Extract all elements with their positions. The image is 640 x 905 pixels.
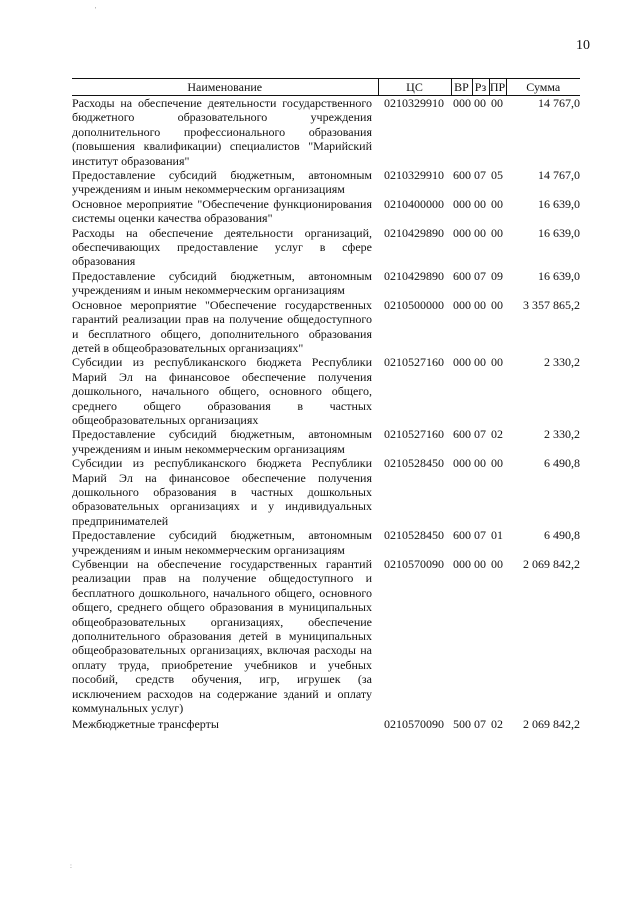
row-sum: 14 767,0: [538, 168, 580, 183]
row-cs: 0210527160: [384, 427, 444, 442]
table-row: [72, 355, 580, 427]
row-sum: 16 639,0: [538, 268, 580, 283]
table-row: [72, 715, 580, 731]
table-row: [72, 197, 580, 226]
page-number: 10: [576, 38, 590, 53]
scan-mark: ': [95, 6, 97, 14]
row-sum: 16 639,0: [538, 196, 580, 211]
row-name: Предоставление субсидий бюджетным, автономным учреждениям и иным некоммерческим организациям: [72, 427, 372, 456]
row-cs: 0210570090: [384, 717, 444, 732]
row-rz: 00: [474, 297, 486, 312]
row-sum: 16 639,0: [538, 225, 580, 240]
row-cs: 0210429890: [384, 225, 444, 240]
row-rz: 00: [474, 355, 486, 370]
row-vr: 500: [453, 717, 471, 732]
row-cs: 0210329910: [384, 168, 444, 183]
row-sum: 2 069 842,2: [523, 717, 580, 732]
header-rz: Рз: [472, 79, 489, 96]
row-vr: 000: [453, 355, 471, 370]
row-cs: 0210329910: [384, 96, 444, 110]
table-row: [72, 168, 580, 197]
row-rz: 00: [474, 456, 486, 471]
header-name: Наименование: [72, 79, 378, 96]
row-cs: 0210528450: [384, 528, 444, 543]
header-sum: Сумма: [506, 79, 580, 96]
row-pr: 05: [491, 168, 503, 183]
row-vr: 000: [453, 297, 471, 312]
row-rz: 07: [474, 268, 486, 283]
row-name: Субсидии из республиканского бюджета Республики Марий Эл на финансовое обеспечение получения дошкольного, начального общего, основного общего, среднего общего образования в частных общеобразовательных организациях: [72, 355, 372, 427]
row-name: Расходы на обеспечение деятельности организаций, обеспечивающих предоставление услуг в сфере образования: [72, 225, 372, 269]
row-name: Межбюджетные трансферты: [72, 717, 219, 732]
table-row: [72, 96, 580, 169]
row-vr: 600: [453, 268, 471, 283]
table-row: [72, 456, 580, 528]
row-cs: 0210527160: [384, 355, 444, 370]
table-row: [72, 269, 580, 298]
header-cs: ЦС: [378, 79, 451, 96]
row-rz: 07: [474, 427, 486, 442]
row-pr: 00: [491, 557, 503, 571]
header-pr: ПР: [489, 80, 506, 95]
row-pr: 00: [491, 297, 503, 312]
row-cs: 0210500000: [384, 297, 444, 312]
row-sum: 6 490,8: [544, 528, 580, 543]
table-row: [72, 528, 580, 557]
row-vr: 600: [453, 528, 471, 543]
row-pr: 09: [491, 268, 503, 283]
row-rz: 00: [474, 225, 486, 240]
row-sum: 2 330,2: [544, 355, 580, 370]
row-sum: 2 330,2: [544, 427, 580, 442]
row-name: Предоставление субсидий бюджетным, автономным учреждениям и иным некоммерческим организациям: [72, 168, 372, 197]
scan-mark: :: [70, 862, 72, 870]
budget-table: [72, 78, 580, 732]
row-pr: 02: [491, 427, 503, 442]
row-name: Предоставление субсидий бюджетным, автономным учреждениям и иным некоммерческим организациям: [72, 528, 372, 557]
row-name: Основное мероприятие "Обеспечение государственных гарантий реализации прав на получение общедоступного и бесплатного общего, дополнительного образования детей в общеобразовательных организациях": [72, 297, 372, 355]
row-rz: 07: [474, 168, 486, 183]
row-vr: 000: [453, 196, 471, 211]
row-vr: 000: [453, 96, 471, 110]
table-row: [72, 298, 580, 356]
row-name: Субвенции на обеспечение государственных гарантий реализации прав на получение общедоступного и бесплатного дошкольного, начального общего, основного общего, среднего общего образования в муниципальных общеобразовательных организациях, обеспечение дополнительного образования детей в муниципальных общеобразовательных организациях, включая расходы на оплату труда, приобретение учебников и учебных пособий, средств обучения, игр, игрушек (за исключением расходов на содержание зданий и оплату коммунальных услуг): [72, 557, 372, 716]
row-pr: 00: [491, 456, 503, 471]
row-cs: 0210429890: [384, 268, 444, 283]
row-cs: 0210570090: [384, 557, 444, 571]
row-pr: 00: [491, 355, 503, 370]
row-pr: 01: [491, 528, 503, 543]
table-row: [72, 427, 580, 456]
row-name: Расходы на обеспечение деятельности государственного бюджетного образовательного учреждения дополнительного профессионального образования (повышения квалификации) специалистов "Марийский институт образования": [72, 96, 372, 168]
row-pr: 02: [491, 717, 503, 732]
row-vr: 000: [453, 557, 471, 571]
row-rz: 00: [474, 196, 486, 211]
row-sum: 3 357 865,2: [523, 297, 580, 312]
row-cs: 0210528450: [384, 456, 444, 471]
row-pr: 00: [491, 196, 503, 211]
row-vr: 600: [453, 168, 471, 183]
row-rz: 07: [474, 717, 486, 732]
header-vr: ВР: [451, 79, 472, 96]
row-sum: 14 767,0: [538, 96, 580, 110]
row-sum: 6 490,8: [544, 456, 580, 471]
row-pr: 00: [491, 96, 503, 110]
row-vr: 000: [453, 456, 471, 471]
table-row: [72, 226, 580, 269]
row-name: Основное мероприятие "Обеспечение функционирования системы оценки качества образования": [72, 196, 372, 226]
table-header-row: [72, 79, 580, 96]
row-vr: 600: [453, 427, 471, 442]
row-vr: 000: [453, 225, 471, 240]
row-pr: 00: [491, 225, 503, 240]
row-rz: 00: [474, 96, 486, 110]
row-name: Субсидии из республиканского бюджета Республики Марий Эл на финансовое обеспечение получения дошкольного образования в частных дошкольных образовательных организациях и у индивидуальных предпринимателей: [72, 456, 372, 528]
row-rz: 07: [474, 528, 486, 543]
table-row: [72, 557, 580, 715]
row-sum: 2 069 842,2: [523, 557, 580, 571]
row-cs: 0210400000: [384, 196, 444, 211]
row-name: Предоставление субсидий бюджетным, автономным учреждениям и иным некоммерческим организациям: [72, 268, 372, 298]
row-rz: 00: [474, 557, 486, 571]
